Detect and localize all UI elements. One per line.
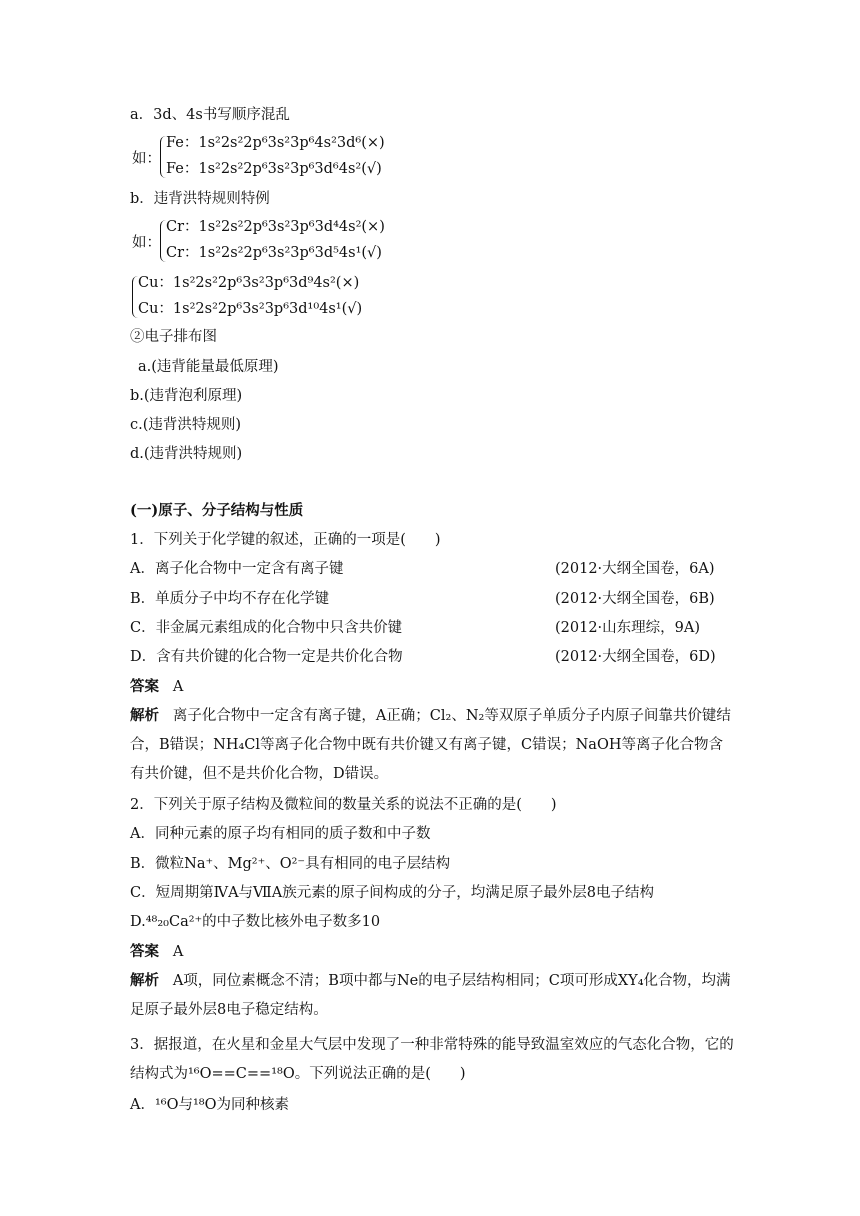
q2-analysis-text: A项，同位素概念不清；B项中都与Ne的电子层结构相同；C项可形成XY₄化合物，均满足原子最外层8电子稳定结构。 xyxy=(130,973,731,1018)
q3-option-a: A．¹⁶O与¹⁸O为同种核素 xyxy=(130,1097,289,1113)
q1-answer: A xyxy=(172,679,184,695)
q2-answer-line xyxy=(130,943,183,961)
section-title: (一)原子、分子结构与性质 xyxy=(130,502,304,519)
q1-source-b: (2012·大纲全国卷，6B) xyxy=(555,591,715,607)
q1-source-d: (2012·大纲全国卷，6D) xyxy=(555,649,716,665)
q1-source-c: (2012·山东理综，9A) xyxy=(555,620,701,636)
q1-stem: 1．下列关于化学键的叙述，正确的一项是( ) xyxy=(130,532,441,548)
fe-right-config: Fe：1s²2s²2p⁶3s²3p⁶3d⁶4s²(√) xyxy=(166,161,382,177)
q1-answer-line xyxy=(130,678,183,696)
orbital-diagram-title: ②电子排布图 xyxy=(130,329,217,345)
q1-option-d: D．含有共价键的化合物一定是共价化合物 xyxy=(130,649,403,665)
q1-answer-label: 答案 xyxy=(130,678,159,695)
ru-label-2: 如： xyxy=(132,235,161,251)
item-b-title: b．违背洪特规则特例 xyxy=(130,191,270,207)
q3-stem: 3．据报道，在火星和金星大气层中发现了一种非常特殊的能导致温室效应的气态化合物，它的结构式为¹⁶O==C==¹⁸O。下列说法正确的是( ) xyxy=(130,1037,734,1082)
q2-option-b: B．微粒Na⁺、Mg²⁺、O²⁻具有相同的电子层结构 xyxy=(130,856,451,872)
q2-answer: A xyxy=(172,944,184,960)
q1-analysis xyxy=(130,701,734,789)
q1-source-a: (2012·大纲全国卷，6A) xyxy=(555,561,715,577)
diagram-b-label: b.(违背泡利原理) xyxy=(130,388,243,404)
q2-option-a: A．同种元素的原子均有相同的质子数和中子数 xyxy=(130,826,431,842)
ru-label-1: 如： xyxy=(132,151,161,167)
diagram-a-label: a.(违背能量最低原理) xyxy=(138,359,279,375)
q1-option-b: B．单质分子中均不存在化学键 xyxy=(130,591,330,607)
cr-right-config: Cr：1s²2s²2p⁶3s²3p⁶3d⁵4s¹(√) xyxy=(166,245,382,261)
q1-analysis-text: 离子化合物中一定含有离子键，A正确；Cl₂、N₂等双原子单质分子内原子间靠共价键结合，B错误；NH₄Cl等离子化合物中既有共价键又有离子键，C错误；NaOH等离子化合物含有共价键，但不是共价化合物，D错误。 xyxy=(130,708,731,782)
q2-analysis-label: 解析 xyxy=(130,972,159,989)
cr-wrong-config: Cr：1s²2s²2p⁶3s²3p⁶3d⁴4s²(×) xyxy=(166,219,385,235)
q1-analysis-label: 解析 xyxy=(130,707,159,724)
q1-option-c: C．非金属元素组成的化合物中只含共价键 xyxy=(130,620,403,636)
diagram-d-label: d.(违背洪特规则) xyxy=(130,446,243,462)
cu-right-config: Cu：1s²2s²2p⁶3s²3p⁶3d¹⁰4s¹(√) xyxy=(138,301,363,317)
diagram-c-label: c.(违背洪特规则) xyxy=(130,417,242,433)
item-a-title: a．3d、4s书写顺序混乱 xyxy=(130,107,290,123)
fe-wrong-config: Fe：1s²2s²2p⁶3s²3p⁶4s²3d⁶(×) xyxy=(166,135,385,151)
q2-option-c: C．短周期第ⅣA与ⅦA族元素的原子间构成的分子，均满足原子最外层8电子结构 xyxy=(130,885,654,901)
q2-stem: 2．下列关于原子结构及微粒间的数量关系的说法不正确的是( ) xyxy=(130,797,557,813)
cu-wrong-config: Cu：1s²2s²2p⁶3s²3p⁶3d⁹4s²(×) xyxy=(138,275,360,291)
q2-analysis xyxy=(130,966,734,1025)
q1-option-a: A．离子化合物中一定含有离子键 xyxy=(130,561,344,577)
q2-option-d: D.⁴⁸₂₀Ca²⁺的中子数比核外电子数多10 xyxy=(130,914,381,930)
q2-answer-label: 答案 xyxy=(130,943,159,960)
